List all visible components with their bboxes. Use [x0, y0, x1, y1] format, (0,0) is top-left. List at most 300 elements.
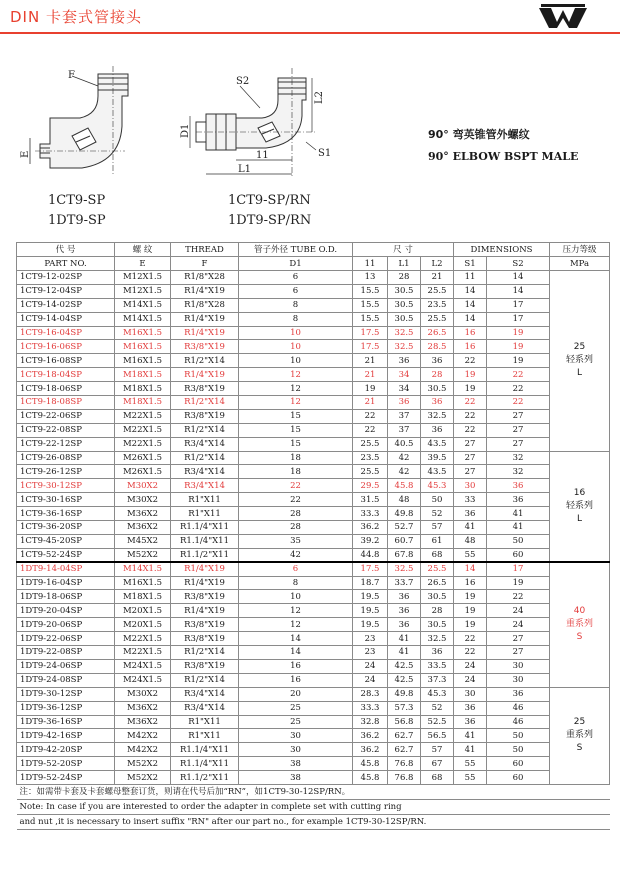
- cell-tube-d1: 10: [239, 590, 353, 604]
- cell-dim-l1: 34: [388, 382, 421, 396]
- table-row: [17, 326, 610, 340]
- pressure-value: 40: [573, 606, 586, 617]
- cell-dim-s2: 14: [487, 284, 550, 298]
- right-elbow-drawing: [190, 68, 316, 176]
- cell-thread-e: M20X1.5: [115, 604, 171, 618]
- table-row: [17, 548, 610, 562]
- cell-dim-11: 45.8: [353, 771, 388, 785]
- table-row: [17, 534, 610, 548]
- cell-part-no: 1CT9-22-08SP: [17, 423, 115, 437]
- cell-tube-d1: 16: [239, 673, 353, 687]
- label-e: E: [20, 150, 31, 158]
- cell-thread-f: R1/4"X19: [171, 284, 239, 298]
- table-row: [17, 479, 610, 493]
- cell-part-no: 1CT9-18-08SP: [17, 396, 115, 410]
- cell-dim-s2: 30: [487, 659, 550, 673]
- cell-part-no: 1DT9-52-20SP: [17, 757, 115, 771]
- cell-dim-l2: 57: [421, 521, 454, 535]
- cell-thread-f: R3/8"X19: [171, 618, 239, 632]
- cell-thread-e: M18X1.5: [115, 382, 171, 396]
- th-mpa: MPa: [550, 257, 610, 271]
- table-row: [17, 743, 610, 757]
- cell-tube-d1: 15: [239, 437, 353, 451]
- cell-dim-l2: 67: [421, 757, 454, 771]
- cell-part-no: 1DT9-18-06SP: [17, 590, 115, 604]
- cell-dim-11: 24: [353, 659, 388, 673]
- cell-dim-11: 23: [353, 646, 388, 660]
- table-row: [17, 659, 610, 673]
- table-row: [17, 729, 610, 743]
- cell-part-no: 1CT9-30-12SP: [17, 479, 115, 493]
- cell-dim-s1: 41: [454, 521, 487, 535]
- cell-thread-f: R3/4"X14: [171, 479, 239, 493]
- label-d1: D1: [180, 123, 191, 138]
- cell-dim-l1: 48: [388, 493, 421, 507]
- cell-thread-e: M22X1.5: [115, 423, 171, 437]
- cell-dim-l2: 45.3: [421, 479, 454, 493]
- cell-part-no: 1CT9-16-04SP: [17, 326, 115, 340]
- th-thread-en: THREAD: [171, 243, 239, 257]
- cell-part-no: 1CT9-16-06SP: [17, 340, 115, 354]
- cell-dim-l1: 40.5: [388, 437, 421, 451]
- cell-dim-11: 23.5: [353, 451, 388, 465]
- header-divider: [0, 32, 620, 34]
- cell-dim-l2: 37.3: [421, 673, 454, 687]
- cell-dim-s2: 41: [487, 507, 550, 521]
- table-row: [17, 757, 610, 771]
- cell-part-no: 1CT9-52-24SP: [17, 548, 115, 562]
- table-row: [17, 382, 610, 396]
- cell-thread-e: M12X1.5: [115, 284, 171, 298]
- cell-dim-11: 25.5: [353, 465, 388, 479]
- right-model-2: 1DT9-SP/RN: [228, 213, 312, 228]
- cell-dim-s1: 24: [454, 673, 487, 687]
- cell-dim-s2: 36: [487, 479, 550, 493]
- cell-dim-s2: 22: [487, 396, 550, 410]
- cell-tube-d1: 14: [239, 646, 353, 660]
- cell-thread-f: R1/2"X14: [171, 396, 239, 410]
- pressure-letter: S: [576, 632, 583, 643]
- cell-part-no: 1DT9-30-12SP: [17, 687, 115, 701]
- cell-dim-s2: 24: [487, 618, 550, 632]
- cell-tube-d1: 6: [239, 562, 353, 576]
- cell-thread-f: R1/2"X14: [171, 646, 239, 660]
- cell-dim-s1: 14: [454, 284, 487, 298]
- cell-thread-e: M42X2: [115, 743, 171, 757]
- cell-part-no: 1CT9-18-04SP: [17, 368, 115, 382]
- cell-dim-11: 29.5: [353, 479, 388, 493]
- cell-dim-s2: 50: [487, 729, 550, 743]
- cell-dim-s1: 22: [454, 646, 487, 660]
- cell-dim-11: 36.2: [353, 729, 388, 743]
- cell-dim-s1: 27: [454, 451, 487, 465]
- cell-thread-e: M52X2: [115, 548, 171, 562]
- cell-part-no: 1CT9-30-16SP: [17, 493, 115, 507]
- cell-part-no: 1DT9-22-06SP: [17, 632, 115, 646]
- cell-dim-s2: 19: [487, 354, 550, 368]
- w-crown-logo-icon: [535, 2, 591, 32]
- cell-dim-s2: 17: [487, 298, 550, 312]
- left-elbow-drawing: [30, 66, 128, 176]
- cell-thread-f: R1/4"X19: [171, 576, 239, 590]
- cell-part-no: 1CT9-16-08SP: [17, 354, 115, 368]
- cell-dim-l1: 36: [388, 354, 421, 368]
- cell-thread-f: R1/2"X14: [171, 451, 239, 465]
- cell-dim-11: 19.5: [353, 618, 388, 632]
- cell-dim-s2: 22: [487, 590, 550, 604]
- cell-dim-s1: 16: [454, 576, 487, 590]
- cell-dim-l1: 57.3: [388, 701, 421, 715]
- pressure-series: 轻系列: [566, 500, 594, 511]
- table-row: [17, 604, 610, 618]
- cell-part-no: 1CT9-26-12SP: [17, 465, 115, 479]
- cell-dim-s2: 19: [487, 576, 550, 590]
- cell-dim-l1: 36: [388, 618, 421, 632]
- cell-thread-e: M16X1.5: [115, 326, 171, 340]
- pressure-value: 25: [573, 342, 586, 353]
- table-row: [17, 715, 610, 729]
- cell-dim-s2: 36: [487, 493, 550, 507]
- pressure-rating: [550, 271, 610, 452]
- cell-dim-l2: 57: [421, 743, 454, 757]
- label-l1: L1: [238, 164, 252, 175]
- cell-dim-s1: 11: [454, 271, 487, 285]
- cell-thread-e: M20X1.5: [115, 618, 171, 632]
- cell-thread-f: R1/2"X14: [171, 673, 239, 687]
- cell-dim-l2: 36: [421, 354, 454, 368]
- cell-dim-l1: 37: [388, 409, 421, 423]
- cell-thread-f: R3/4"X14: [171, 437, 239, 451]
- label-11: 11: [256, 150, 269, 161]
- fitting-drawings: [10, 56, 430, 196]
- table-row: [17, 465, 610, 479]
- cell-tube-d1: 22: [239, 493, 353, 507]
- cell-tube-d1: 28: [239, 521, 353, 535]
- table-row: [17, 493, 610, 507]
- table-row: [17, 284, 610, 298]
- cell-dim-l2: 36: [421, 423, 454, 437]
- cell-dim-l2: 25.5: [421, 284, 454, 298]
- cell-dim-l2: 68: [421, 771, 454, 785]
- cell-dim-l2: 50: [421, 493, 454, 507]
- cell-tube-d1: 14: [239, 632, 353, 646]
- cell-dim-s1: 24: [454, 659, 487, 673]
- cell-dim-s1: 19: [454, 382, 487, 396]
- cell-dim-s1: 14: [454, 298, 487, 312]
- cell-dim-l1: 41: [388, 646, 421, 660]
- th-e: E: [115, 257, 171, 271]
- header-row-2: [17, 257, 610, 271]
- cell-dim-l1: 67.8: [388, 548, 421, 562]
- pressure-series: 轻系列: [566, 355, 594, 366]
- cell-dim-l2: 32.5: [421, 409, 454, 423]
- cell-dim-s2: 60: [487, 548, 550, 562]
- cell-dim-s1: 41: [454, 743, 487, 757]
- cell-tube-d1: 38: [239, 757, 353, 771]
- right-model-1: 1CT9-SP/RN: [228, 193, 311, 208]
- cell-dim-11: 17.5: [353, 340, 388, 354]
- cell-dim-11: 19.5: [353, 604, 388, 618]
- cell-part-no: 1CT9-22-06SP: [17, 409, 115, 423]
- cell-thread-f: R3/4"X14: [171, 701, 239, 715]
- cell-dim-11: 19.5: [353, 590, 388, 604]
- cell-dim-s1: 30: [454, 687, 487, 701]
- cell-dim-s2: 19: [487, 340, 550, 354]
- cell-dim-l1: 36: [388, 604, 421, 618]
- table-row: [17, 298, 610, 312]
- cell-dim-s1: 48: [454, 534, 487, 548]
- cell-dim-s2: 17: [487, 562, 550, 576]
- cell-dim-11: 15.5: [353, 284, 388, 298]
- cell-dim-s1: 14: [454, 562, 487, 576]
- cell-thread-f: R1.1/2"X11: [171, 548, 239, 562]
- pressure-letter: L: [577, 513, 583, 524]
- cell-tube-d1: 8: [239, 312, 353, 326]
- cell-dim-l1: 42: [388, 451, 421, 465]
- cell-dim-s1: 27: [454, 465, 487, 479]
- cell-thread-f: R3/8"X19: [171, 409, 239, 423]
- cell-dim-l1: 45.8: [388, 479, 421, 493]
- cell-dim-l2: 43.5: [421, 437, 454, 451]
- cell-part-no: 1DT9-42-16SP: [17, 729, 115, 743]
- table-row: [17, 632, 610, 646]
- cell-thread-e: M14X1.5: [115, 298, 171, 312]
- cell-dim-s1: 22: [454, 396, 487, 410]
- cell-thread-f: R1.1/4"X11: [171, 743, 239, 757]
- cell-part-no: 1DT9-20-04SP: [17, 604, 115, 618]
- pressure-rating: [550, 451, 610, 562]
- cell-dim-s1: 55: [454, 548, 487, 562]
- cell-dim-s2: 50: [487, 534, 550, 548]
- cell-thread-e: M36X2: [115, 701, 171, 715]
- cell-dim-l1: 30.5: [388, 298, 421, 312]
- cell-tube-d1: 20: [239, 687, 353, 701]
- cell-dim-11: 15.5: [353, 298, 388, 312]
- cell-dim-l1: 37: [388, 423, 421, 437]
- cell-thread-f: R1/2"X14: [171, 423, 239, 437]
- cell-part-no: 1CT9-14-02SP: [17, 298, 115, 312]
- cell-thread-e: M36X2: [115, 507, 171, 521]
- pressure-series: 重系列: [566, 619, 594, 630]
- cell-dim-11: 39.2: [353, 534, 388, 548]
- cell-tube-d1: 10: [239, 354, 353, 368]
- cell-thread-f: R3/8"X19: [171, 382, 239, 396]
- cell-dim-11: 21: [353, 368, 388, 382]
- cell-dim-s2: 36: [487, 687, 550, 701]
- th-thread-cn: 螺 纹: [115, 243, 171, 257]
- cell-dim-l1: 42.5: [388, 673, 421, 687]
- cell-dim-s2: 50: [487, 743, 550, 757]
- cell-thread-e: M22X1.5: [115, 646, 171, 660]
- cell-dim-s2: 60: [487, 757, 550, 771]
- cell-thread-e: M22X1.5: [115, 632, 171, 646]
- table-row: [17, 590, 610, 604]
- cell-dim-s1: 55: [454, 771, 487, 785]
- th-tube-od: 管子外径 TUBE O.D.: [239, 243, 353, 257]
- cell-dim-11: 17.5: [353, 562, 388, 576]
- cell-dim-11: 17.5: [353, 326, 388, 340]
- cell-tube-d1: 12: [239, 382, 353, 396]
- cell-thread-e: M16X1.5: [115, 576, 171, 590]
- cell-dim-s1: 22: [454, 423, 487, 437]
- cell-thread-e: M12X1.5: [115, 271, 171, 285]
- cell-dim-s1: 19: [454, 368, 487, 382]
- cell-dim-s2: 30: [487, 673, 550, 687]
- cell-part-no: 1DT9-36-12SP: [17, 701, 115, 715]
- cell-thread-f: R1"X11: [171, 493, 239, 507]
- cell-part-no: 1CT9-22-12SP: [17, 437, 115, 451]
- table-row: [17, 576, 610, 590]
- cell-part-no: 1CT9-26-08SP: [17, 451, 115, 465]
- cell-dim-l2: 28: [421, 604, 454, 618]
- cell-dim-l1: 34: [388, 368, 421, 382]
- cell-part-no: 1DT9-24-06SP: [17, 659, 115, 673]
- th-11: 11: [353, 257, 388, 271]
- cell-dim-11: 22: [353, 409, 388, 423]
- cell-thread-f: R1.1/4"X11: [171, 534, 239, 548]
- cell-tube-d1: 6: [239, 284, 353, 298]
- cell-part-no: 1CT9-36-16SP: [17, 507, 115, 521]
- cell-dim-s2: 22: [487, 382, 550, 396]
- cell-dim-s1: 16: [454, 340, 487, 354]
- table-row: [17, 646, 610, 660]
- cell-dim-l2: 45.3: [421, 687, 454, 701]
- cell-dim-s2: 27: [487, 646, 550, 660]
- cell-thread-f: R3/8"X19: [171, 632, 239, 646]
- cell-dim-s2: 17: [487, 312, 550, 326]
- cell-tube-d1: 22: [239, 479, 353, 493]
- th-s1: S1: [454, 257, 487, 271]
- cell-dim-l2: 28.5: [421, 340, 454, 354]
- table-row: [17, 312, 610, 326]
- cell-thread-e: M30X2: [115, 479, 171, 493]
- table-row: [17, 771, 610, 785]
- cell-dim-s1: 55: [454, 757, 487, 771]
- cell-thread-e: M22X1.5: [115, 409, 171, 423]
- table-row: [17, 521, 610, 535]
- th-l1: L1: [388, 257, 421, 271]
- cell-thread-e: M45X2: [115, 534, 171, 548]
- cell-dim-s1: 36: [454, 507, 487, 521]
- cell-dim-l2: 25.5: [421, 312, 454, 326]
- note-cn: 注：如需带卡套及卡套螺母整套订货，则请在代号后加“RN”，如1CT9-30-12SP/RN。: [17, 784, 610, 799]
- cell-dim-l1: 28: [388, 271, 421, 285]
- cell-dim-l1: 30.5: [388, 312, 421, 326]
- cell-thread-e: M24X1.5: [115, 673, 171, 687]
- cell-thread-f: R3/8"X19: [171, 340, 239, 354]
- cell-thread-e: M36X2: [115, 715, 171, 729]
- cell-thread-f: R1.1/2"X11: [171, 771, 239, 785]
- cell-tube-d1: 18: [239, 451, 353, 465]
- description-cn: 90° 弯英锥管外螺纹: [428, 128, 530, 141]
- cell-thread-f: R1"X11: [171, 715, 239, 729]
- pressure-value: 16: [573, 487, 586, 498]
- th-f: F: [171, 257, 239, 271]
- cell-dim-l2: 32.5: [421, 632, 454, 646]
- cell-part-no: 1DT9-42-20SP: [17, 743, 115, 757]
- cell-dim-l1: 60.7: [388, 534, 421, 548]
- cell-dim-11: 31.5: [353, 493, 388, 507]
- th-code-cn: 代 号: [17, 243, 115, 257]
- cell-dim-11: 25.5: [353, 437, 388, 451]
- th-part-no: PART NO.: [17, 257, 115, 271]
- cell-dim-l1: 56.8: [388, 715, 421, 729]
- cell-dim-s1: 33: [454, 493, 487, 507]
- th-l2: L2: [421, 257, 454, 271]
- cell-dim-l2: 30.5: [421, 382, 454, 396]
- table-row: [17, 562, 610, 576]
- cell-dim-s1: 19: [454, 618, 487, 632]
- cell-dim-s2: 27: [487, 437, 550, 451]
- cell-dim-l1: 76.8: [388, 771, 421, 785]
- cell-dim-l2: 52.5: [421, 715, 454, 729]
- label-s2: S2: [236, 76, 250, 87]
- table-row: [17, 451, 610, 465]
- label-l2: L2: [314, 90, 325, 104]
- cell-dim-11: 21: [353, 354, 388, 368]
- th-s2: S2: [487, 257, 550, 271]
- cell-thread-f: R3/8"X19: [171, 590, 239, 604]
- table-row: [17, 340, 610, 354]
- cell-dim-l2: 36: [421, 396, 454, 410]
- cell-tube-d1: 18: [239, 465, 353, 479]
- cell-thread-f: R3/8"X19: [171, 659, 239, 673]
- cell-thread-e: M26X1.5: [115, 465, 171, 479]
- cell-dim-11: 13: [353, 271, 388, 285]
- cell-dim-s2: 46: [487, 701, 550, 715]
- label-f: F: [68, 70, 75, 81]
- cell-dim-s1: 36: [454, 715, 487, 729]
- cell-tube-d1: 10: [239, 340, 353, 354]
- cell-thread-e: M16X1.5: [115, 340, 171, 354]
- description-en: 90° ELBOW BSPT MALE: [428, 150, 579, 163]
- cell-part-no: 1CT9-45-20SP: [17, 534, 115, 548]
- cell-thread-e: M36X2: [115, 521, 171, 535]
- cell-dim-11: 36.2: [353, 743, 388, 757]
- cell-dim-l1: 62.7: [388, 729, 421, 743]
- cell-part-no: 1CT9-36-20SP: [17, 521, 115, 535]
- cell-thread-e: M52X2: [115, 771, 171, 785]
- cell-dim-l1: 42.5: [388, 659, 421, 673]
- cell-tube-d1: 25: [239, 715, 353, 729]
- cell-part-no: 1DT9-36-16SP: [17, 715, 115, 729]
- cell-dim-l1: 52.7: [388, 521, 421, 535]
- cell-tube-d1: 8: [239, 576, 353, 590]
- cell-dim-l1: 42: [388, 465, 421, 479]
- cell-part-no: 1DT9-14-04SP: [17, 562, 115, 576]
- cell-dim-s1: 16: [454, 326, 487, 340]
- cell-dim-11: 33.3: [353, 507, 388, 521]
- cell-tube-d1: 30: [239, 743, 353, 757]
- cell-dim-11: 15.5: [353, 312, 388, 326]
- cell-dim-l1: 36: [388, 590, 421, 604]
- cell-thread-e: M18X1.5: [115, 368, 171, 382]
- note-row-en-1: [17, 799, 610, 814]
- cell-thread-e: M14X1.5: [115, 562, 171, 576]
- cell-dim-l1: 32.5: [388, 326, 421, 340]
- note-en-2: and nut ,it is necessary to insert suffix "RN" after our part no., for example 1CT9-30-12SP/RN.: [17, 814, 610, 829]
- cell-tube-d1: 28: [239, 507, 353, 521]
- cell-part-no: 1DT9-20-06SP: [17, 618, 115, 632]
- cell-dim-s2: 46: [487, 715, 550, 729]
- cell-dim-11: 22: [353, 423, 388, 437]
- cell-tube-d1: 42: [239, 548, 353, 562]
- cell-dim-l2: 68: [421, 548, 454, 562]
- pressure-rating: [550, 687, 610, 784]
- table-row: [17, 437, 610, 451]
- cell-dim-s1: 22: [454, 409, 487, 423]
- cell-tube-d1: 12: [239, 368, 353, 382]
